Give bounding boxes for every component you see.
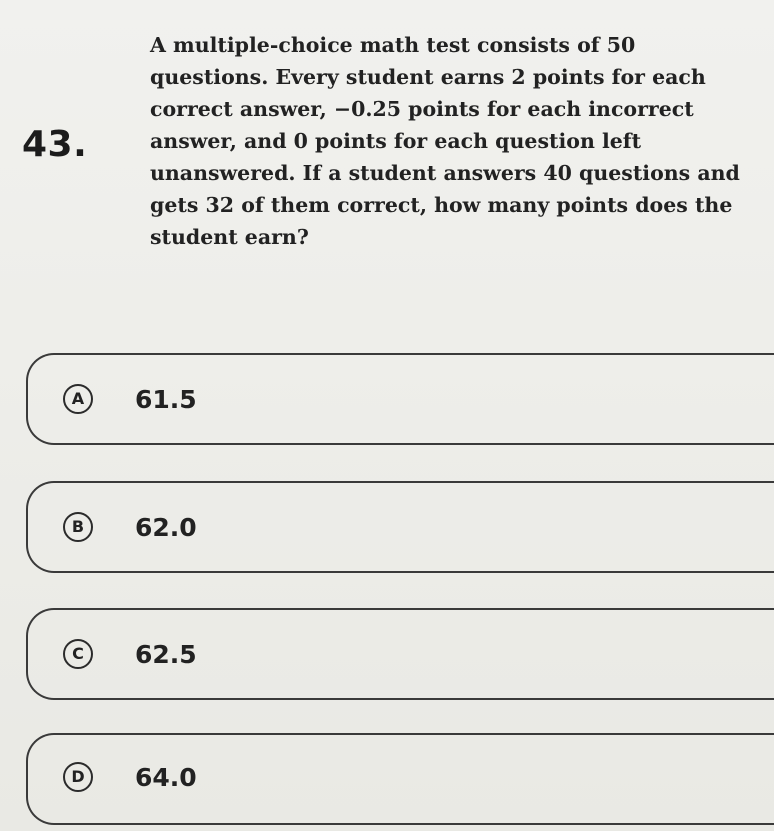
choice-a[interactable] <box>26 353 774 445</box>
question-line: questions. Every student earns 2 points for each <box>150 65 706 89</box>
choice-value: 61.5 <box>135 385 197 414</box>
question-line: answer, and 0 points for each question left <box>150 129 642 153</box>
question-text <box>150 29 765 253</box>
choice-letter-badge: B <box>63 512 93 542</box>
choice-value: 62.5 <box>135 640 197 669</box>
choice-value: 64.0 <box>135 763 197 792</box>
choice-letter-badge: A <box>63 384 93 414</box>
choice-d[interactable] <box>26 733 774 825</box>
question-line: student earn? <box>150 225 309 249</box>
question-line: unanswered. If a student answers 40 questions and <box>150 161 740 185</box>
choice-letter-badge: D <box>63 762 93 792</box>
choice-c[interactable] <box>26 608 774 700</box>
choice-letter-badge: C <box>63 639 93 669</box>
question-line: A multiple-choice math test consists of 50 <box>150 33 636 57</box>
question-line: gets 32 of them correct, how many points does the <box>150 193 733 217</box>
choice-b[interactable] <box>26 481 774 573</box>
question-number: 43. <box>22 124 88 165</box>
question-line: correct answer, −0.25 points for each incorrect <box>150 97 694 121</box>
choice-value: 62.0 <box>135 513 197 542</box>
